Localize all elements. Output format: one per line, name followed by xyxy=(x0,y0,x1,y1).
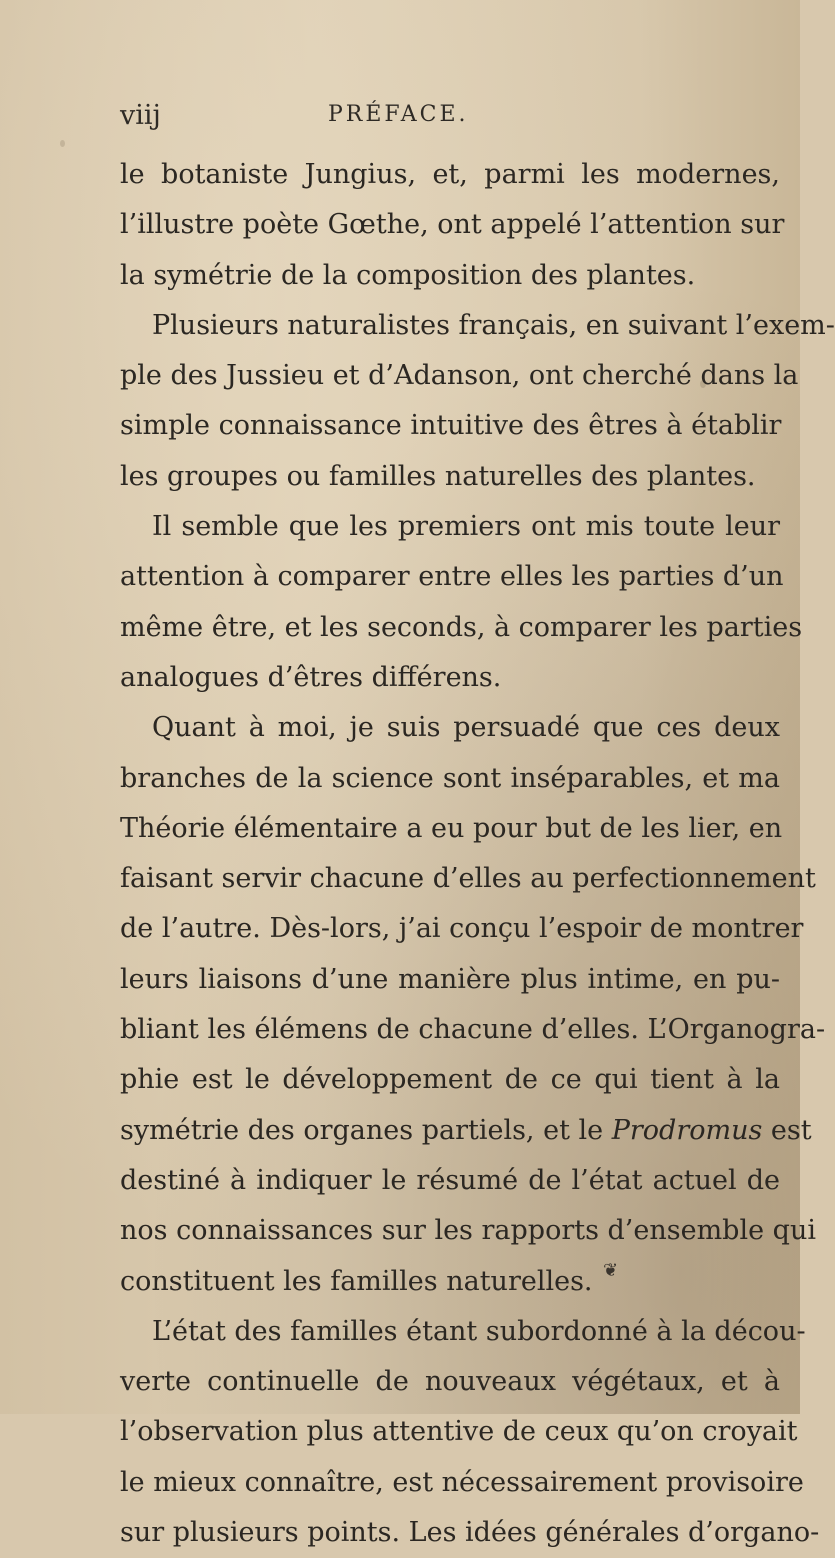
running-head xyxy=(120,100,780,140)
text-line: simple connaissance intuitive des êtres à établir xyxy=(120,410,782,442)
text-line: Plusieurs naturalistes français, en suivant l’exem- xyxy=(152,309,835,341)
text-line: l’observation plus attentive de ceux qu’on croyait xyxy=(120,1416,798,1448)
text-line: symétrie des organes partiels, et le Prodromus est xyxy=(120,1114,812,1146)
text-line: faisant servir chacune d’elles au perfectionnement xyxy=(120,863,816,895)
text-line: phie est le développement de ce qui tient à la xyxy=(120,1064,780,1096)
ornament-mark: ❦ xyxy=(603,1260,619,1281)
text-line: branches de la science sont inséparables, et ma xyxy=(120,762,780,794)
text-line: ple des Jussieu et d’Adanson, ont cherché dans la xyxy=(120,360,799,392)
text-line: l’illustre poète Gœthe, ont appelé l’attention sur xyxy=(120,209,785,241)
text-line: le mieux connaître, est nécessairement provisoire xyxy=(120,1466,804,1498)
text-line: nos connaissances sur les rapports d’ensemble qui xyxy=(120,1215,816,1247)
text-line: destiné à indiquer le résumé de l’état actuel de xyxy=(120,1164,780,1196)
text-line: Quant à moi, je suis persuadé que ces deux xyxy=(152,712,780,744)
text-line: leurs liaisons d’une manière plus intime, en pu- xyxy=(120,963,780,995)
text-line: de l’autre. Dès-lors, j’ai conçu l’espoir de montrer xyxy=(120,913,804,945)
paper-stain xyxy=(60,140,65,147)
text-line: le botaniste Jungius, et, parmi les modernes, xyxy=(120,159,780,190)
text-line: Il semble que les premiers ont mis toute leur xyxy=(152,511,780,543)
text-line: L’état des familles étant subordonné à la décou- xyxy=(152,1315,806,1347)
text-line: Théorie élémentaire a eu pour but de les lier, en xyxy=(120,812,783,844)
text-line: constituent les familles naturelles. xyxy=(120,1265,593,1297)
text-line: bliant les élémens de chacune d’elles. L’Organogra- xyxy=(120,1014,826,1046)
text-line: analogues d’êtres différens. xyxy=(120,661,502,693)
text-line: verte continuelle de nouveaux végétaux, et à xyxy=(120,1366,780,1398)
text-line: même être, et les seconds, à comparer les parties xyxy=(120,611,803,643)
text-line: les groupes ou familles naturelles des plantes. xyxy=(120,460,756,492)
text-line: sur plusieurs points. Les idées générales d’organo- xyxy=(120,1517,820,1549)
body-text xyxy=(120,150,835,1558)
page-number: viij xyxy=(120,100,161,131)
text-line: attention à comparer entre elles les parties d’un xyxy=(120,561,784,593)
running-title: PRÉFACE. xyxy=(328,102,469,127)
text-line: la symétrie de la composition des plantes. xyxy=(120,259,696,291)
